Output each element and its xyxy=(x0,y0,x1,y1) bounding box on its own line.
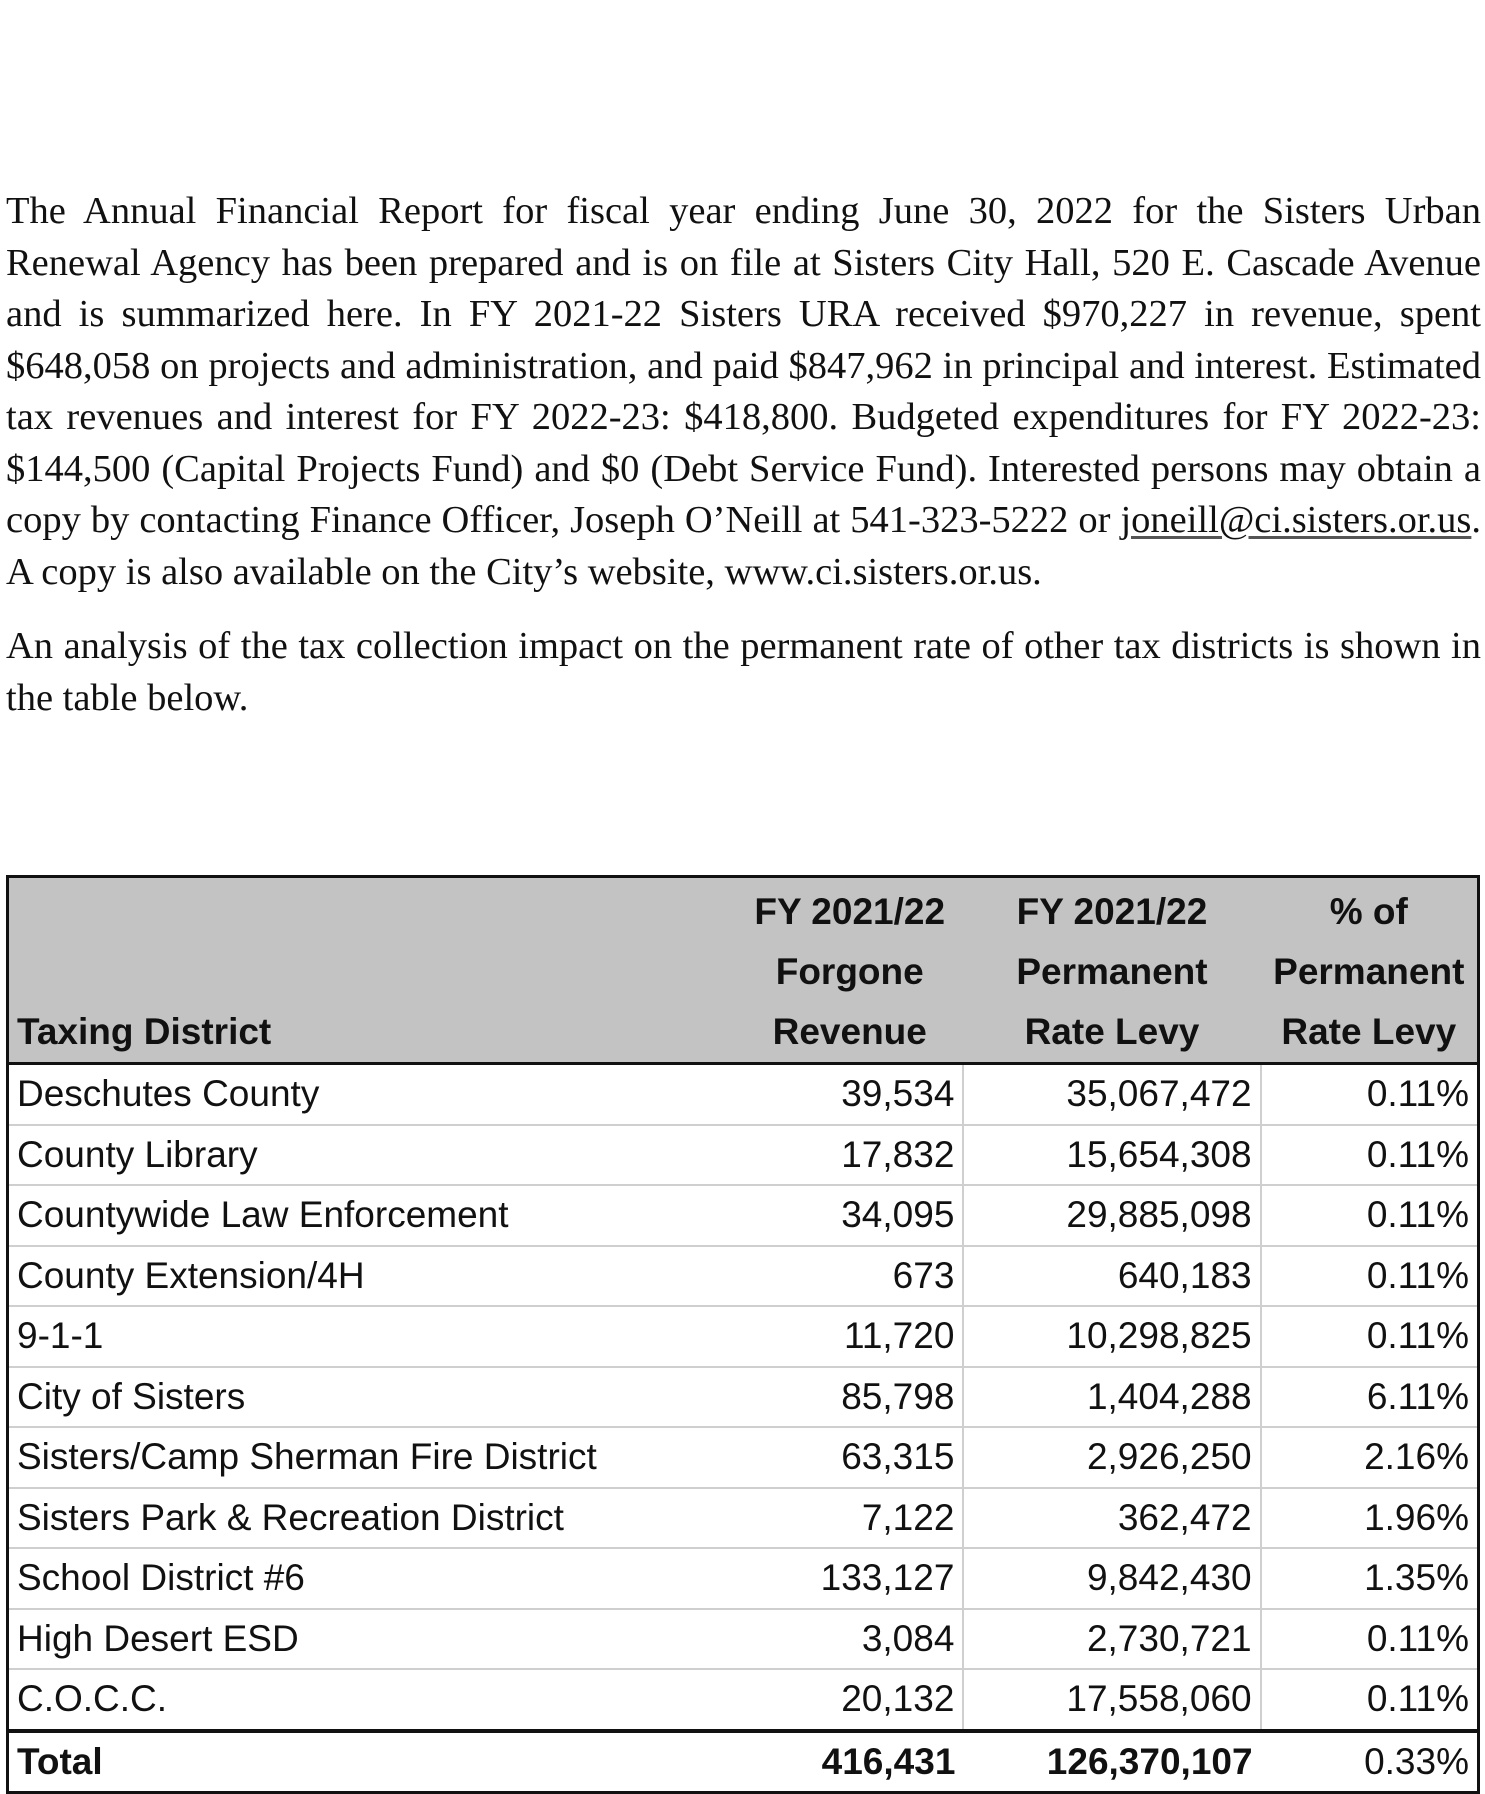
table-row xyxy=(8,1548,1479,1609)
table-row xyxy=(8,1246,1479,1307)
cell-levy: 2,926,250 xyxy=(963,1427,1260,1488)
cell-pct: 0.11% xyxy=(1261,1669,1479,1731)
cell-pct: 0.11% xyxy=(1261,1306,1479,1367)
table-row xyxy=(8,1064,1479,1125)
table-row xyxy=(8,1306,1479,1367)
cell-revenue: 133,127 xyxy=(736,1548,963,1609)
cell-pct: 0.11% xyxy=(1261,1609,1479,1670)
cell-levy: 15,654,308 xyxy=(963,1125,1260,1186)
cell-levy: 9,842,430 xyxy=(963,1548,1260,1609)
cell-pct: 0.11% xyxy=(1261,1246,1479,1307)
header-revenue-line1: FY 2021/22 xyxy=(736,877,963,943)
total-label: Total xyxy=(8,1731,737,1793)
cell-revenue: 17,832 xyxy=(736,1125,963,1186)
email-link[interactable]: joneill@ci.sisters.or.us xyxy=(1120,499,1472,541)
cell-district: City of Sisters xyxy=(8,1367,737,1428)
tax-district-table xyxy=(6,875,1480,1794)
table-footer xyxy=(8,1731,1479,1793)
total-levy: 126,370,107 xyxy=(963,1731,1260,1793)
cell-revenue: 85,798 xyxy=(736,1367,963,1428)
cell-district: Sisters Park & Recreation District xyxy=(8,1488,737,1549)
cell-pct: 6.11% xyxy=(1261,1367,1479,1428)
cell-levy: 362,472 xyxy=(963,1488,1260,1549)
table-row xyxy=(8,1488,1479,1549)
cell-revenue: 63,315 xyxy=(736,1427,963,1488)
summary-text-part2: . A copy is also available on the City’s website, www.ci.sisters.or.us. xyxy=(6,499,1481,593)
cell-district: County Library xyxy=(8,1125,737,1186)
cell-revenue: 34,095 xyxy=(736,1185,963,1246)
header-pct-line1: % of xyxy=(1261,877,1479,943)
summary-text-part1: The Annual Financial Report for fiscal year ending June 30, 2022 for the Sisters Urban Renewal Agency has been prepared and is on file at Sisters City Hall, 520 E. Cascade Avenue and is summarized here. In FY 2021-22 Sisters URA received $970,227 in revenue, spent $648,058 on projects and administration, and paid $847,962 in principal and interest. Estimated tax revenues and interest for FY 2022-23: $418,800. Budgeted expenditures for FY 2022-23: $144,500 (Capital Projects Fund) and $0 (Debt Service Fund). Interested persons may obtain a copy by contacting Finance Officer, Joseph O’Neill at 541-323-5222 or xyxy=(6,190,1481,541)
cell-levy: 2,730,721 xyxy=(963,1609,1260,1670)
table-row xyxy=(8,1669,1479,1731)
cell-levy: 29,885,098 xyxy=(963,1185,1260,1246)
total-revenue: 416,431 xyxy=(736,1731,963,1793)
table-row xyxy=(8,1185,1479,1246)
table-row xyxy=(8,1609,1479,1670)
cell-district: 9-1-1 xyxy=(8,1306,737,1367)
cell-levy: 35,067,472 xyxy=(963,1064,1260,1125)
cell-pct: 1.96% xyxy=(1261,1488,1479,1549)
cell-pct: 1.35% xyxy=(1261,1548,1479,1609)
header-pct-line3: Rate Levy xyxy=(1261,1002,1479,1064)
cell-district: High Desert ESD xyxy=(8,1609,737,1670)
header-revenue-line2: Forgone xyxy=(736,942,963,1002)
cell-levy: 1,404,288 xyxy=(963,1367,1260,1428)
cell-pct: 0.11% xyxy=(1261,1064,1479,1125)
header-taxing-district: Taxing District xyxy=(8,1002,737,1064)
table-row xyxy=(8,1427,1479,1488)
table-body xyxy=(8,1064,1479,1731)
cell-levy: 17,558,060 xyxy=(963,1669,1260,1731)
cell-pct: 0.11% xyxy=(1261,1125,1479,1186)
cell-district: Deschutes County xyxy=(8,1064,737,1125)
cell-pct: 2.16% xyxy=(1261,1427,1479,1488)
cell-levy: 640,183 xyxy=(963,1246,1260,1307)
header-revenue-line3: Revenue xyxy=(736,1002,963,1064)
header-pct-line2: Permanent xyxy=(1261,942,1479,1002)
cell-district: Sisters/Camp Sherman Fire District xyxy=(8,1427,737,1488)
table-row xyxy=(8,1367,1479,1428)
cell-revenue: 7,122 xyxy=(736,1488,963,1549)
cell-district: County Extension/4H xyxy=(8,1246,737,1307)
document-body xyxy=(6,186,1481,724)
table-row xyxy=(8,1125,1479,1186)
cell-revenue: 20,132 xyxy=(736,1669,963,1731)
cell-revenue: 39,534 xyxy=(736,1064,963,1125)
cell-pct: 0.11% xyxy=(1261,1185,1479,1246)
cell-district: Countywide Law Enforcement xyxy=(8,1185,737,1246)
header-levy-line1: FY 2021/22 xyxy=(963,877,1260,943)
table-header xyxy=(8,877,1479,1064)
cell-district: C.O.C.C. xyxy=(8,1669,737,1731)
header-levy-line2: Permanent xyxy=(963,942,1260,1002)
cell-revenue: 673 xyxy=(736,1246,963,1307)
cell-district: School District #6 xyxy=(8,1548,737,1609)
cell-levy: 10,298,825 xyxy=(963,1306,1260,1367)
header-levy-line3: Rate Levy xyxy=(963,1002,1260,1064)
analysis-paragraph: An analysis of the tax collection impact on the permanent rate of other tax districts is shown in the table below. xyxy=(6,625,1481,719)
summary-paragraph xyxy=(6,186,1481,598)
total-row xyxy=(8,1731,1479,1793)
total-pct: 0.33% xyxy=(1261,1731,1479,1793)
cell-revenue: 11,720 xyxy=(736,1306,963,1367)
cell-revenue: 3,084 xyxy=(736,1609,963,1670)
